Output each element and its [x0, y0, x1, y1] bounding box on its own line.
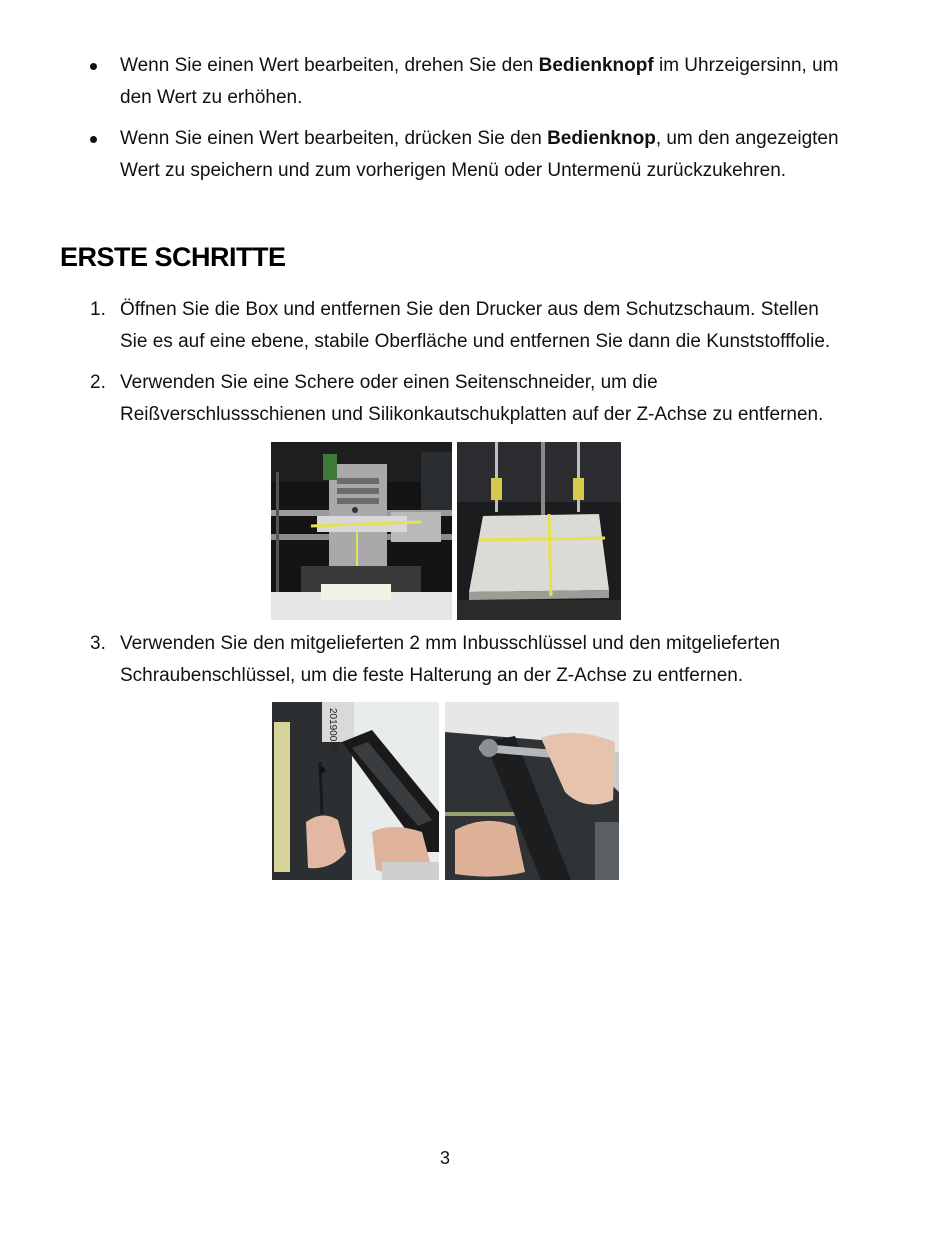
step-number: 1.	[90, 299, 106, 320]
photo-build-plate-illustration	[457, 442, 621, 620]
step-number: 3.	[90, 633, 106, 654]
photo-print-head-zip-ties	[271, 442, 452, 620]
bullet-text-after: , um den angezeigten Wert zu speichern und zum vorherigen Menü oder Untermenü zurückzukehren.	[120, 128, 839, 181]
step-item	[90, 294, 850, 358]
bullet-dot	[90, 63, 97, 70]
bullet-text-after: im Uhrzeigersinn, um den Wert zu erhöhen.	[120, 55, 839, 108]
bullet-text-before: Wenn Sie einen Wert bearbeiten, drücken Sie den	[120, 128, 548, 149]
bullet-item	[90, 123, 850, 187]
photo-hex-key-bracket	[272, 702, 439, 880]
photo-wrench-bracket	[445, 702, 619, 880]
step-text: Verwenden Sie eine Schere oder einen Seitenschneider, um die Reißverschlussschienen und Silikonkautschukplatten auf der Z-Achse zu entfernen.	[120, 372, 824, 425]
bullet-bold-term: Bedienknopf	[538, 55, 654, 76]
step-text: Öffnen Sie die Box und entfernen Sie den Drucker aus dem Schutzschaum. Stellen Sie es auf eine ebene, stabile Oberfläche und entfernen Sie dann die Kunststofffolie.	[120, 299, 831, 352]
section-title: ERSTE SCHRITTE	[60, 242, 286, 272]
photo-wrench-illustration	[445, 702, 619, 880]
bullet-item	[90, 50, 850, 114]
photo-hex-key-illustration	[272, 702, 439, 880]
step-text: Verwenden Sie den mitgelieferten 2 mm Inbusschlüssel und den mitgelieferten Schraubenschlüssel, um die feste Halterung an der Z-Achse zu entfernen.	[120, 633, 781, 686]
bullet-text-before: Wenn Sie einen Wert bearbeiten, drehen Sie den	[120, 55, 539, 76]
photo-label: 20190087	[327, 708, 338, 753]
step-item	[90, 367, 850, 431]
bullet-bold-term: Bedienknop	[547, 128, 656, 149]
photo-build-plate-tape	[457, 442, 621, 620]
step-item	[90, 628, 850, 692]
bullet-list	[90, 50, 850, 196]
page-number: 3	[439, 1148, 450, 1168]
step-number: 2.	[90, 372, 106, 393]
bullet-dot	[90, 136, 97, 143]
photo-print-head-illustration	[271, 442, 452, 620]
